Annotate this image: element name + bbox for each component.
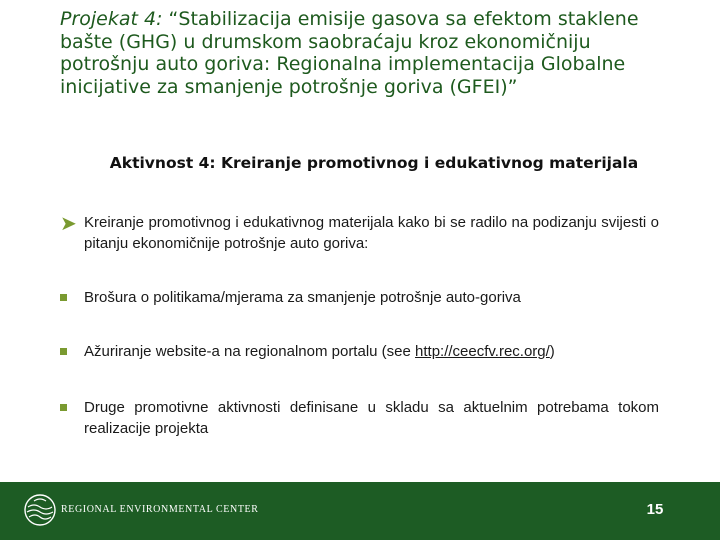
list-item-website [84, 341, 659, 362]
page-number: 15 [646, 501, 664, 518]
project-label: Projekat 4: [60, 8, 163, 30]
activity-title: Aktivnost 4: Kreiranje promotivnog i edukativnog materijala [109, 154, 639, 172]
arrow-bullet-icon: ➤ [60, 211, 77, 235]
square-bullet-icon [60, 294, 67, 301]
organization-name: REGIONAL ENVIRONMENTAL CENTER [61, 504, 259, 515]
list-item-other: Druge promotivne aktivnosti definisane u skladu sa aktuelnim potrebama tokom realizacije projekta [84, 399, 659, 437]
list-item-brochure: Brošura o politikama/mjerama za smanjenje potrošnje auto-goriva [84, 289, 521, 306]
square-bullet-icon [60, 404, 67, 411]
slide-title [60, 8, 670, 98]
portal-link[interactable]: http://ceecfv.rec.org/ [415, 343, 550, 360]
website-text-end: ) [549, 343, 555, 360]
footer-bar [0, 482, 720, 540]
rec-globe-logo-icon [22, 492, 58, 528]
square-bullet-icon [60, 348, 67, 355]
main-bullet-text: Kreiranje promotivnog i edukativnog materijala kako bi se radilo na podizanju svijesti o pitanju ekonomičnije potrošnje auto goriva: [84, 214, 659, 252]
project-title: “Stabilizacija emisije gasova sa efektom staklene bašte (GHG) u drumskom saobraćaju kroz ekonomičniju potrošnju auto goriva: Regionalna implementacija Globalne inicijative za smanjenje potrošnje goriva (GFEI)” [60, 8, 639, 98]
website-text: Ažuriranje website-a na regionalnom portalu (see [84, 343, 416, 360]
